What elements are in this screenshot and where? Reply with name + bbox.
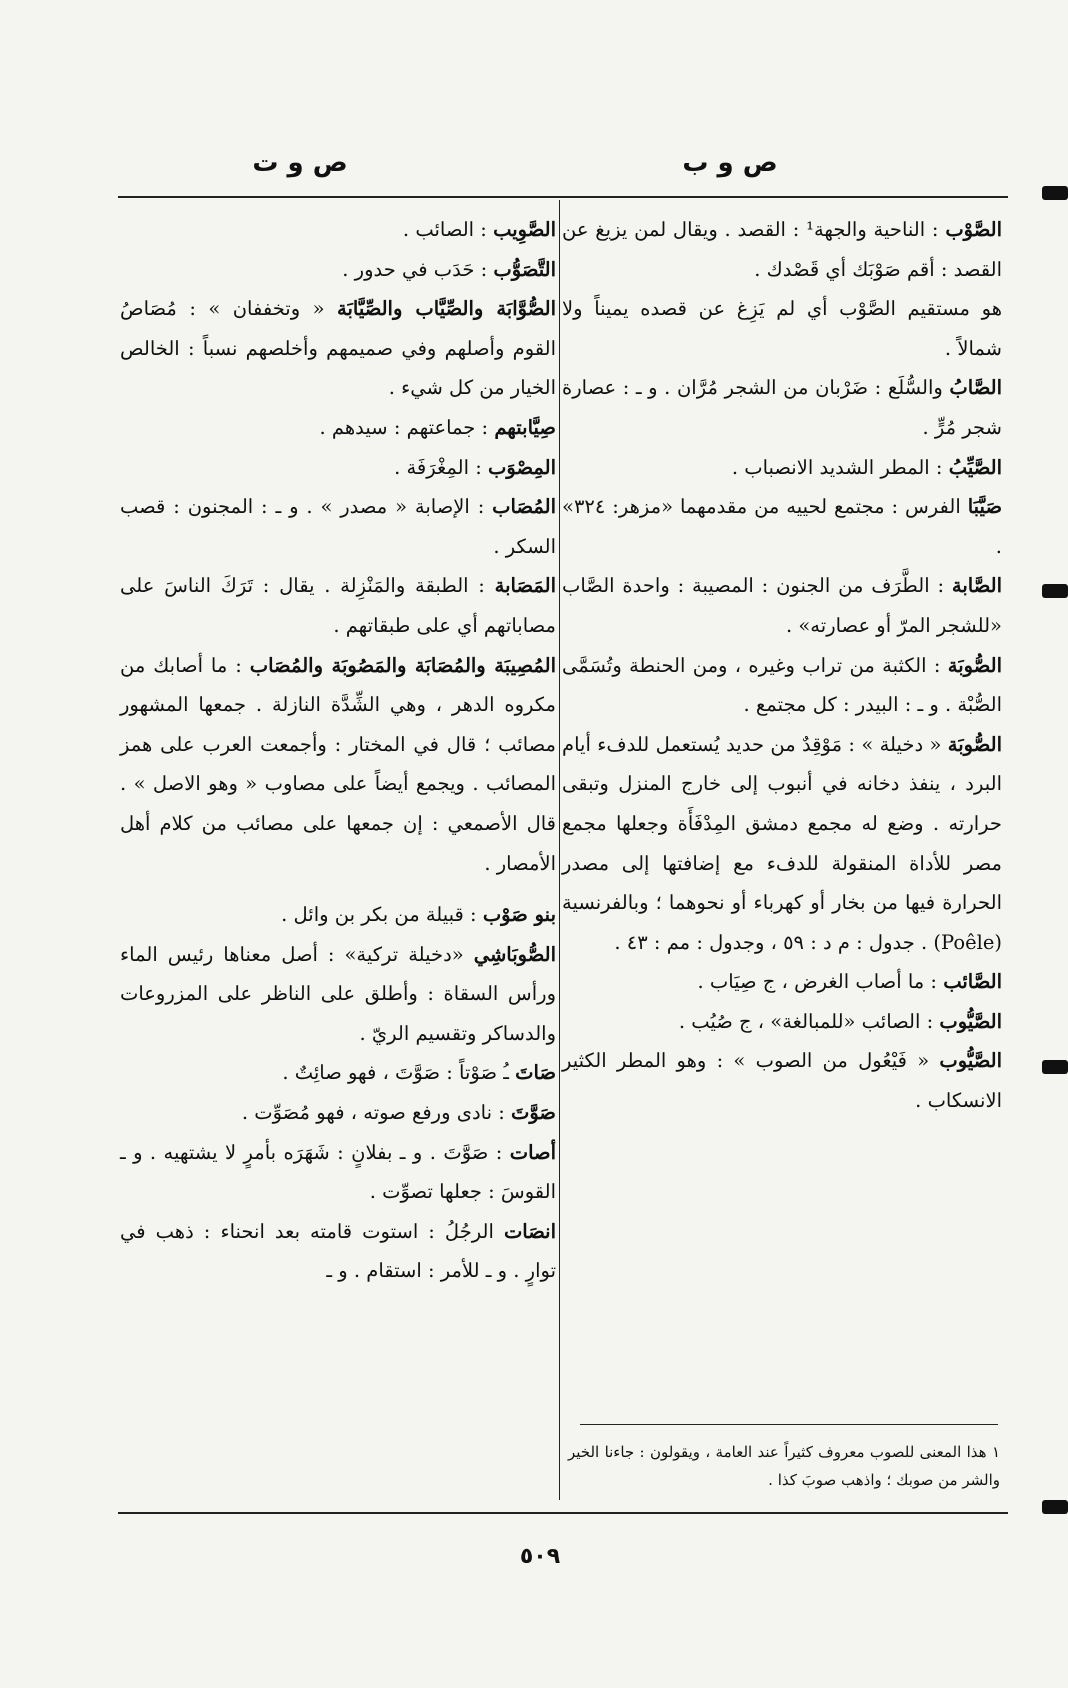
entry-definition: : جماعتهم : سيدهم . <box>319 415 489 439</box>
entry-headword: أصات <box>509 1140 556 1164</box>
top-rule <box>118 196 1008 198</box>
dictionary-entry <box>120 1133 556 1212</box>
dictionary-entry <box>120 646 556 884</box>
entry-definition: : قبيلة من بكر بن وائل . <box>281 903 477 927</box>
entry-definition: : الطَّرَف من الجنون : المصيبة : واحدة الصَّاب «للشجر المرّ أو عصارته» . <box>562 574 1002 637</box>
entry-definition: « فَيْعُول من الصوب » : وهو المطر الكثير الانسكاب . <box>562 1049 1002 1113</box>
dictionary-entry <box>562 566 1002 645</box>
entry-definition: والسُّلَع : ضَرْبان من الشجر مُرَّان . و ـ : عصارة شجر مُرٍّ . <box>562 376 1002 439</box>
entry-headword: التَّصَوُّب <box>493 257 556 281</box>
entry-definition: : الطبقة والمَنْزِلة . يقال : تَرَكَ الناسَ على مصاباتهم أي على طبقاتهم . <box>120 574 556 637</box>
entry-definition: « دخيلة » : مَوْقِدٌ من حديد يُستعمل للدفء أيام البرد ، ينفذ دخانه في أنبوب إلى خارج المنزل وتبقى حرارته . وضع له مجمع دمشق المِدْفَأَة وجعلها مجمع مصر للأداة المنقولة للدفء مع إضافتها إلى مصدر الحرارة فيها من بخار أو كهرباء أو نحوهما ؛ وبالفرنسية (Poêle) . جدول : م د : ٥٩ ، وجدول : مم : ٤٣ . <box>562 732 1002 954</box>
entry-headword: الصَّابُ <box>949 376 1002 400</box>
entry-headword: صِيَّابتهم <box>494 415 556 439</box>
entry-definition: : الإصابة « مصدر » . و ـ : المجنون : قصب السكر . <box>120 495 556 558</box>
bottom-rule <box>118 1512 1008 1514</box>
edge-mark <box>1042 1500 1068 1514</box>
dictionary-entry <box>120 1093 556 1133</box>
dictionary-entry <box>120 566 556 645</box>
edge-mark <box>1042 584 1068 598</box>
entry-headword: المُصَاب <box>492 495 556 519</box>
left-column-header: ص و ت <box>252 148 348 178</box>
entry-headword: المُصِيبَة والمُصَابَة والمَصُوبَة والمُصَاب <box>249 653 556 677</box>
edge-mark <box>1042 186 1068 200</box>
entry-headword: الصُّوبَاشِي <box>473 942 556 966</box>
entry-headword: بنو صَوْب <box>482 903 556 927</box>
dictionary-entry <box>120 895 556 935</box>
footnote: ١ هذا المعنى للصوب معروف كثيراً عند العامة ، ويقولون : جاءنا الخير والشر من صوبك ؛ واذهب صوبَ كذا . <box>568 1443 1000 1489</box>
dictionary-entry <box>120 448 556 488</box>
entry-definition: « وتخففان » : مُصَاصُ القوم وأصلهم وفي صميمهم وأخلصهم نسباً : الخالص الخيار من كل شيء . <box>120 297 556 400</box>
entry-headword: الصُّوَّابَة والصِّيَّاب والصِّيَّابَة <box>337 297 556 321</box>
entry-headword: المِصْوَب <box>488 455 556 479</box>
entry-headword: صَاتَ <box>515 1061 556 1085</box>
entry-definition: : الصائب . <box>402 218 487 241</box>
entry-definition: الرجُلُ : استوت قامته بعد انحناء : ذهب في توارٍ . و ـ للأمر : استقام . و ـ <box>120 1219 556 1283</box>
entry-headword: المَصَابة <box>494 574 556 598</box>
entry-definition: : حَدَب في حدور . <box>342 257 488 281</box>
entry-headword: الصَّيُّوب <box>939 1049 1002 1073</box>
entry-definition: : المِغْرَفَة . <box>394 455 482 479</box>
entry-definition: هو مستقيم الصَّوْب أي لم يَزِغ عن قصده يميناً ولا شمالاً . <box>562 297 1002 360</box>
entry-definition: الفرس : مجتمع لحييه من مقدمهما «مزهر: ٣٢٤» . <box>562 495 1002 558</box>
entry-headword: الصُّوبَة <box>947 732 1002 756</box>
dictionary-entry <box>562 289 1002 368</box>
dictionary-entry <box>562 210 1002 289</box>
dictionary-entry <box>120 210 556 250</box>
entry-headword: الصَّائب <box>943 970 1002 994</box>
entry-headword: صَيَّبَا <box>967 495 1003 519</box>
entry-headword: الصُّوبَة <box>947 653 1002 677</box>
entry-definition: : صَوَّتَ . و ـ بفلانٍ : شَهَرَه بأمرٍ لا يشتهيه . و ـ القوسَ : جعلها تصوِّت . <box>120 1140 556 1204</box>
entry-definition: : الصائب «للمبالغة» ، ج صُيُب . <box>678 1009 934 1033</box>
right-column <box>562 210 1002 1121</box>
dictionary-entry <box>120 1053 556 1093</box>
dictionary-entry <box>120 1212 556 1291</box>
entry-headword: الصَّابة <box>951 574 1002 598</box>
dictionary-entry <box>562 725 1002 963</box>
left-column <box>120 210 556 1291</box>
entry-definition: «دخيلة تركية» : أصل معناها رئيس الماء ورأس السقاة : وأطلق على الناظر على المزروعات والدساكر وتقسيم الريّ . <box>120 942 556 1045</box>
dictionary-entry <box>562 487 1002 566</box>
column-divider <box>559 200 560 1500</box>
dictionary-entry <box>120 289 556 408</box>
entry-headword: صَوَّتَ <box>511 1101 556 1125</box>
footnote-rule <box>580 1424 998 1425</box>
right-column-header: ص و ب <box>682 148 778 178</box>
dictionary-entry <box>562 1002 1002 1042</box>
page-number: ٥٠٩ <box>519 1544 561 1569</box>
entry-definition: : الناحية والجهة¹ : القصد . ويقال لمن يزيغ عن القصد : أقم صَوْبَك أي قَصْدك . <box>562 218 1002 281</box>
dictionary-entry <box>562 646 1002 725</box>
entry-definition: : الكثبة من تراب وغيره ، ومن الحنطة وتُسَمَّى الصُّبْة . و ـ : البيدر : كل مجتمع . <box>562 653 1002 717</box>
edge-mark <box>1042 1060 1068 1074</box>
entry-definition: : نادى ورفع صوته ، فهو مُصَوِّت . <box>241 1101 505 1125</box>
dictionary-entry <box>120 250 556 290</box>
dictionary-entry <box>562 962 1002 1002</box>
entry-headword: الصَّوْب <box>945 218 1003 241</box>
entry-headword: الصَّيِّبُ <box>948 455 1002 479</box>
entry-definition: : المطر الشديد الانصباب . <box>731 455 943 479</box>
entry-definition: ـُ صَوْتاً : صَوَّتَ ، فهو صائِتٌ . <box>282 1061 509 1085</box>
dictionary-entry <box>562 1041 1002 1120</box>
dictionary-entry <box>120 935 556 1054</box>
dictionary-entry <box>120 408 556 448</box>
dictionary-entry <box>562 368 1002 447</box>
entry-definition: : ما أصابك من مكروه الدهر ، وهي الشِّدَّة النازلة . جمعها المشهور مصائب ؛ قال في المختار : وأجمعت العرب على همز المصائب . ويجمع أيضاً على مصاوب « وهو الاصل » . قال الأصمعي : إن جمعها على مصائب من كلام أهل الأمصار . <box>120 653 556 875</box>
dictionary-entry <box>562 448 1002 488</box>
entry-headword: الصَّيُّوب <box>939 1009 1002 1033</box>
entry-headword: انصَات <box>503 1219 556 1243</box>
entry-definition: : ما أصاب الغرض ، ج صِيَاب . <box>697 970 937 994</box>
entry-headword: الصَّوِيب <box>493 218 556 241</box>
dictionary-entry <box>120 487 556 566</box>
